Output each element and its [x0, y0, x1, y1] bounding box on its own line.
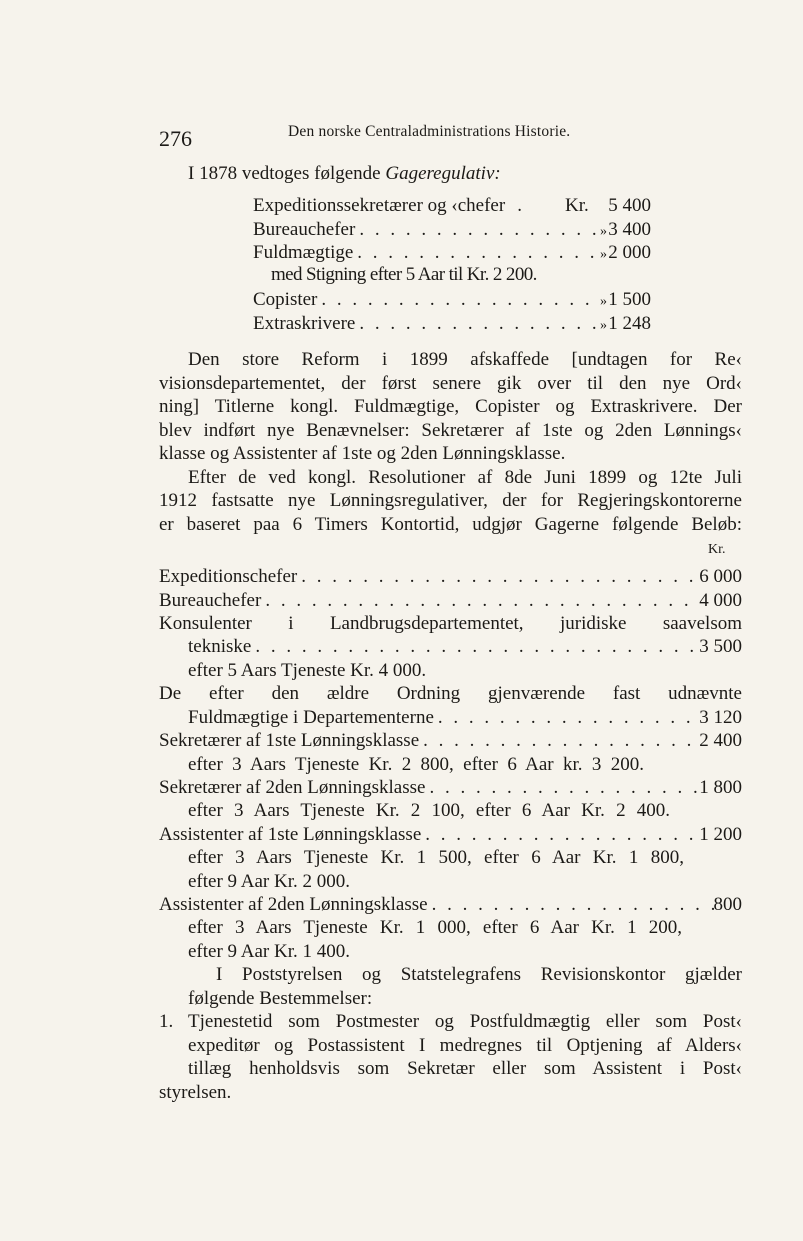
row-label: Fuldmægtige i Departementerne	[188, 707, 434, 728]
row-label: Bureauchefer	[159, 590, 262, 611]
row-label: Sekretærer af 2den Lønningsklasse	[159, 777, 426, 798]
rule-line: styrelsen.	[159, 1082, 232, 1103]
table-row	[159, 565, 742, 589]
table-note: efter 3 Aars Tjeneste Kr. 1 000, efter 6 Aar Kr. 1 200,	[188, 917, 682, 938]
dot-leader	[317, 288, 600, 312]
table-row-text: De efter den ældre Ordning gjenværende fast udnævnte	[159, 683, 742, 704]
row-amount: 1 248	[608, 313, 651, 334]
dot-leader	[425, 776, 699, 800]
paragraph-line: 1912 fastsatte nye Lønningsregulativer, der for Regjeringskontorerne	[159, 490, 742, 511]
row-prefix: »	[600, 294, 607, 309]
row-prefix: »	[600, 318, 607, 333]
table-row	[253, 241, 651, 265]
table-note: efter 9 Aar Kr. 1 400.	[188, 941, 350, 962]
rule-line: tillæg henholdsvis som Sekretær eller som Assistent i Post‹	[188, 1058, 742, 1079]
row-amount: 1 800	[699, 777, 742, 798]
table-row	[253, 194, 651, 218]
paragraph-line: klasse og Assistenter af 1ste og 2den Lønningsklasse.	[159, 443, 566, 464]
row-amount: 1 500	[608, 289, 651, 310]
intro-emph: Gageregulativ:	[385, 163, 501, 184]
table-note: efter 9 Aar Kr. 2 000.	[188, 871, 350, 892]
row-amount: 3 500	[699, 636, 742, 657]
table-row	[253, 288, 651, 312]
table-row	[253, 312, 651, 336]
dot-leader	[261, 589, 699, 613]
table-row	[188, 635, 742, 659]
row-amount: 4 000	[699, 590, 742, 611]
paragraph-line: ning] Titlerne kongl. Fuldmægtige, Copister og Extraskrivere. Der	[159, 396, 742, 417]
row-amount: 2 000	[608, 242, 651, 263]
row-label: Expeditionssekretærer og ‹chefer	[253, 195, 506, 216]
row-amount: 6 000	[699, 566, 742, 587]
paragraph-line: blev indført nye Benævnelser: Sekretærer af 1ste og 2den Lønnings‹	[159, 420, 742, 441]
rule-number: 1.	[159, 1011, 174, 1032]
row-amount: 3 120	[699, 707, 742, 728]
row-label: tekniske	[188, 636, 252, 657]
table-row	[159, 893, 742, 917]
table-row	[188, 706, 742, 730]
table-row	[159, 823, 742, 847]
dot-leader	[419, 729, 699, 753]
paragraph-line: Efter de ved kongl. Resolutioner af 8de Juni 1899 og 12te Juli	[188, 467, 742, 488]
row-label: Sekretærer af 1ste Lønningsklasse	[159, 730, 420, 751]
dot-leader	[355, 312, 600, 336]
table-note: efter 3 Aars Tjeneste Kr. 2 100, efter 6 Aar Kr. 2 400.	[188, 800, 670, 821]
row-label: Assistenter af 1ste Lønningsklasse	[159, 824, 422, 845]
row-label: Extraskrivere	[253, 313, 356, 334]
page-number: 276	[159, 126, 192, 151]
table-note: efter 3 Aars Tjeneste Kr. 2 800, efter 6 Aar kr. 3 200.	[188, 754, 644, 775]
row-amount: 800	[713, 894, 742, 915]
paragraph-line: følgende Bestemmelser:	[188, 988, 373, 1009]
dot-leader	[428, 893, 714, 917]
rule-line: expeditør og Postassistent I medregnes til Optjening af Alders‹	[188, 1035, 742, 1056]
table-note: efter 3 Aars Tjeneste Kr. 1 500, efter 6 Aar Kr. 1 800,	[188, 847, 684, 868]
table-row	[159, 729, 742, 753]
row-amount: 3 400	[608, 219, 651, 240]
row-amount: 2 400	[699, 730, 742, 751]
dot-leader	[355, 218, 600, 242]
dot-leader	[421, 823, 699, 847]
row-prefix: »	[600, 224, 607, 239]
dot-leader	[353, 241, 600, 265]
rule-line: Tjenestetid som Postmester og Postfuldmægtig eller som Post‹	[188, 1011, 742, 1032]
row-amount: 5 400	[608, 195, 651, 216]
table-row-text: Konsulenter i Landbrugsdepartementet, juridiske saavelsom	[159, 613, 742, 634]
table-row	[159, 589, 742, 613]
intro-1878	[188, 163, 501, 185]
dot-leader	[297, 565, 699, 589]
row-label: Bureauchefer	[253, 219, 356, 240]
dot-leader	[434, 706, 699, 730]
kr-column-header: Kr.	[708, 542, 726, 557]
table-note: efter 5 Aars Tjeneste Kr. 4 000.	[188, 660, 427, 681]
paragraph-line: visionsdepartementet, der først senere gik over til den nye Ord‹	[159, 373, 742, 394]
row-label: Copister	[253, 289, 318, 310]
row-label: Assistenter af 2den Lønningsklasse	[159, 894, 428, 915]
paragraph-line: I Poststyrelsen og Statstelegrafens Revisionskontor gjælder	[216, 964, 742, 985]
paragraph-line: er baseret paa 6 Timers Kontortid, udgjør Gagerne følgende Beløb:	[159, 514, 742, 535]
row-prefix: Kr.	[565, 195, 589, 216]
running-title: Den norske Centraladministrations Historie.	[288, 123, 571, 140]
intro-lead: I 1878 vedtoges følgende	[188, 163, 386, 184]
row-amount: 1 200	[699, 824, 742, 845]
row-sep: .	[517, 195, 522, 216]
table-row	[253, 218, 651, 242]
row-label: Fuldmægtige	[253, 242, 354, 263]
stigning-note: med Stigning efter 5 Aar til Kr. 2 200.	[271, 264, 537, 285]
paragraph-line: Den store Reform i 1899 afskaffede [undtagen for Re‹	[188, 349, 742, 370]
row-label: Expeditionschefer	[159, 566, 298, 587]
table-row	[159, 776, 742, 800]
dot-leader	[251, 635, 699, 659]
row-prefix: »	[600, 247, 607, 262]
